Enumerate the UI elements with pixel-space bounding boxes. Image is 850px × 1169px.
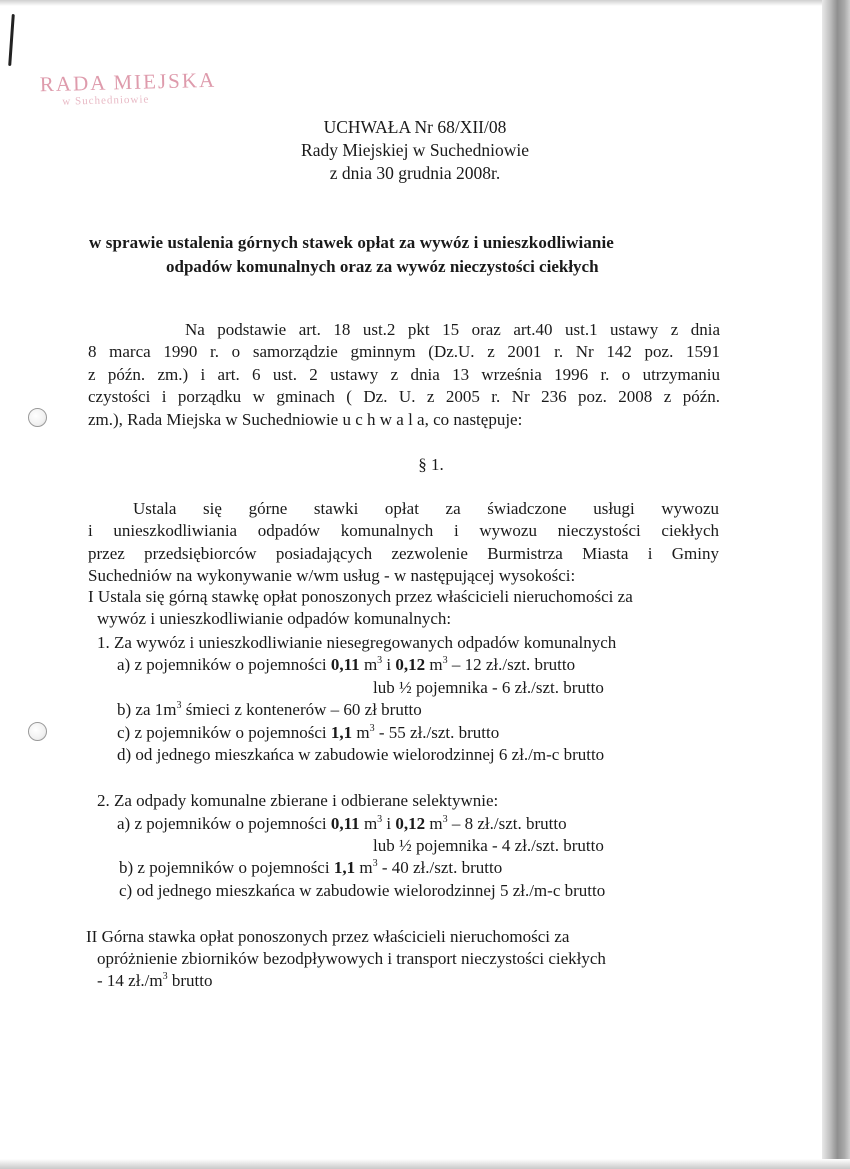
stamp-title: RADA MIEJSKA <box>39 67 217 97</box>
item1-c: c) z pojemników o pojemności 1,1 $m^3 - 55$ zł./szt. brutto <box>117 723 500 742</box>
item2-heading: 2. Za odpady komunalne zbierane i odbierane selektywnie: <box>97 791 499 810</box>
scan-top-edge <box>0 0 822 6</box>
subject-line-2: odpadów komunalnych oraz za wywóz nieczystości ciekłych <box>166 257 599 276</box>
pen-mark <box>8 14 15 66</box>
scan-right-edge <box>822 0 850 1169</box>
section-body-paragraph <box>88 498 719 588</box>
section-mark: § 1. <box>418 455 444 474</box>
resolution-header <box>0 116 822 185</box>
punch-hole <box>28 722 47 741</box>
item1-b: b) za $1m^3$ śmieci z kontenerów – 60 zł brutto <box>117 700 422 719</box>
part2-line-1: II Górna stawka opłat ponoszonych przez właścicieli nieruchomości za <box>86 927 570 946</box>
part1-intro-line-2: wywóz i unieszkodliwianie odpadów komunalnych: <box>97 609 452 628</box>
part1-intro-line-1: I Ustala się górną stawkę opłat ponoszonych przez właścicieli nieruchomości za <box>88 587 633 606</box>
resolution-council: Rady Miejskiej w Suchedniowie <box>301 140 529 160</box>
resolution-date: z dnia 30 grudnia 2008r. <box>329 163 501 183</box>
body-line: i unieszkodliwiania odpadów komunalnych i wywozu nieczystości ciekłych <box>88 521 719 541</box>
preamble-line: 8 marca 1990 r. o samorządzie gminnym (Dz.U. z 2001 r. Nr 142 poz. 1591 <box>88 342 720 362</box>
stamp-subtitle: w Suchedniowie <box>62 93 150 108</box>
legal-basis-paragraph <box>88 319 720 431</box>
item2-a: a) z pojemników o pojemności 0,11 $m^3$ i 0,12 $m^3 - 8$ zł./szt. brutto <box>117 814 567 833</box>
preamble-line: czystości i porządku w gminach ( Dz. U. z 2005 r. Nr 236 poz. 2008 z późn. <box>88 387 720 407</box>
preamble-line: Na podstawie art. 18 ust.2 pkt 15 oraz art.40 ust.1 ustawy z dnia <box>185 320 720 339</box>
resolution-number: UCHWAŁA Nr 68/XII/08 <box>323 117 507 137</box>
punch-hole <box>28 408 47 427</box>
item1-d: d) od jednego mieszkańca w zabudowie wielorodzinnej 6 zł./m-c brutto <box>117 745 605 764</box>
body-line: Ustala się górne stawki opłat za świadczone usługi wywozu <box>133 499 719 518</box>
subject-line-1: w sprawie ustalenia górnych stawek opłat za wywóz i unieszkodliwianie <box>89 233 614 252</box>
body-line: Suchedniów na wykonywanie w/wm usług - w następującej wysokości: <box>88 566 576 586</box>
council-stamp <box>40 68 217 109</box>
part2-line-3: - 14 $zł./m^3$ brutto <box>97 971 213 990</box>
item1-a-alternative: lub ½ pojemnika - 6 zł./szt. brutto <box>373 678 604 697</box>
item1-a: a) z pojemników o pojemności 0,11 $m^3$ i 0,12 $m^3 - 12$ zł./szt. brutto <box>117 655 576 674</box>
scan-bottom-edge <box>0 1159 850 1169</box>
body-line: przez przedsiębiorców posiadających zezwolenie Burmistrza Miasta i Gminy <box>88 543 719 563</box>
preamble-line: z późn. zm.) i art. 6 ust. 2 ustawy z dnia 13 września 1996 r. o utrzymaniu <box>88 364 720 384</box>
item2-c: c) od jednego mieszkańca w zabudowie wielorodzinnej 5 zł./m-c brutto <box>119 881 606 900</box>
part2-line-2: opróżnienie zbiorników bezodpływowych i transport nieczystości ciekłych <box>97 949 606 968</box>
item2-a-alternative: lub ½ pojemnika - 4 zł./szt. brutto <box>373 836 604 855</box>
item2-b: b) z pojemników o pojemności 1,1 $m^3 - 40$ zł./szt. brutto <box>119 858 503 877</box>
item1-heading: 1. Za wywóz i unieszkodliwianie niesegregowanych odpadów komunalnych <box>97 633 617 652</box>
preamble-line: zm.), Rada Miejska w Suchedniowie u c h w a l a, co następuje: <box>88 409 523 429</box>
